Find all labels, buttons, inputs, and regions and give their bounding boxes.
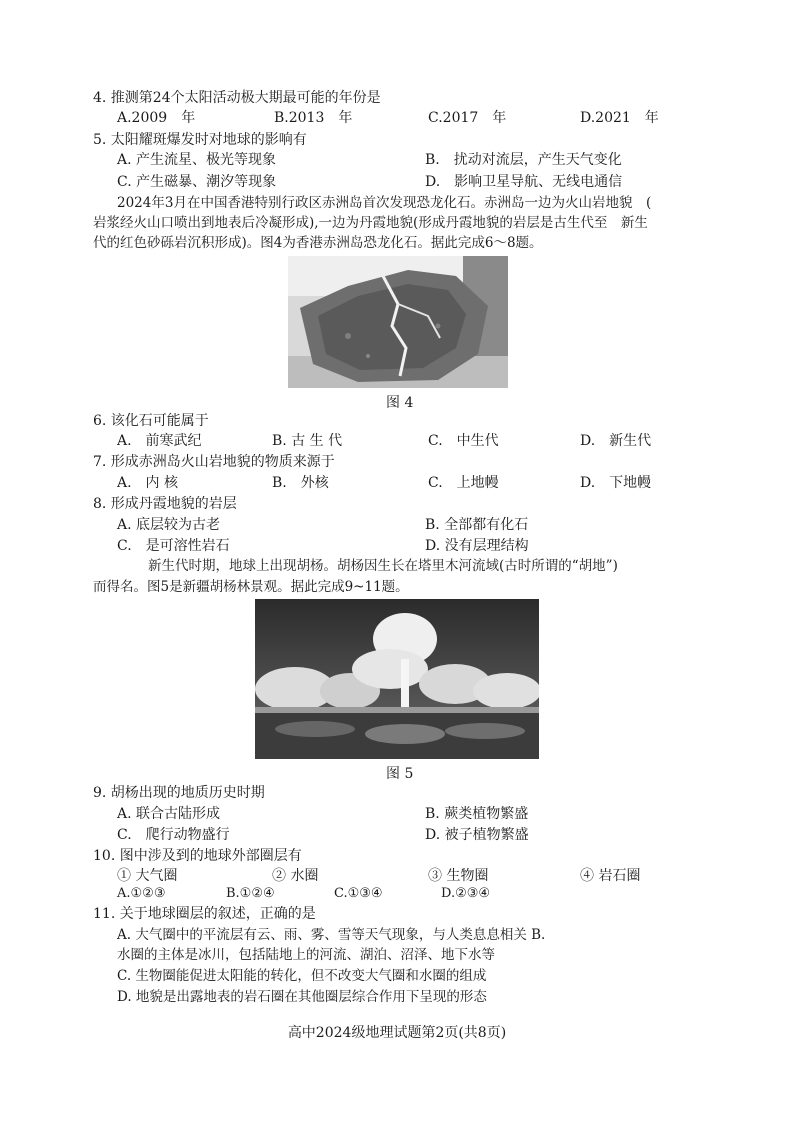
q11-line-2: 水圈的主体是冰川，包括陆地上的河流、湖泊、沼泽、地下水等 (117, 947, 495, 963)
q6-stem: 6. 该化石可能属于 (93, 413, 209, 429)
q7-option-c: C. 上地幔 (428, 475, 499, 491)
page-footer: 高中2024级地理试题第2页(共8页) (287, 1025, 507, 1041)
q4-option-a: A.2009 年 (117, 110, 196, 126)
q10-item-3: ③ 生物圈 (428, 868, 489, 884)
q10-item-1: ① 大气圈 (117, 868, 178, 884)
q5-option-a: A. 产生流星、极光等现象 (117, 152, 277, 168)
passage2-line-1: 新生代时期，地球上出现胡杨。胡杨因生长在塔里木河流域(古时所谓的“胡地”) (148, 558, 618, 574)
q7-stem: 7. 形成赤洲岛火山岩地貌的物质来源于 (93, 454, 335, 470)
q5-option-c: C. 产生磁暴、潮汐等现象 (117, 174, 277, 190)
q9-option-d: D. 被子植物繁盛 (425, 827, 529, 843)
passage1-line-2: 岩浆经火山口喷出到地表后冷凝形成),一边为丹霞地貌(形成丹霞地貌的岩层是古生代至 新生 (93, 215, 648, 231)
q9-option-a: A. 联合古陆形成 (117, 806, 221, 822)
fossil-illustration (288, 256, 508, 388)
q10-item-2: ② 水圈 (272, 868, 319, 884)
q4-stem: 4. 推测第24个太阳活动极大期最可能的年份是 (93, 90, 381, 106)
q11-stem: 11. 关于地球圈层的叙述，正确的是 (93, 906, 316, 922)
passage1-line-1: 2024年3月在中国香港特别行政区赤洲岛首次发现恐龙化石。赤洲岛一边为火山岩地貌 ( (117, 195, 652, 211)
passage1-line-3: 代的红色砂砾岩沉积形成)。图4为香港赤洲岛恐龙化石。据此完成6～8题。 (93, 235, 543, 251)
q5-option-d: D. 影响卫星导航、无线电通信 (425, 174, 623, 190)
q10-item-4: ④ 岩石圈 (580, 868, 641, 884)
fossil-photo (288, 256, 508, 388)
q6-option-a: A. 前寒武纪 (117, 433, 202, 449)
q5-stem: 5. 太阳耀斑爆发时对地球的影响有 (93, 132, 307, 148)
q8-stem: 8. 形成丹霞地貌的岩层 (93, 496, 237, 512)
q9-stem: 9. 胡杨出现的地质历史时期 (93, 785, 265, 801)
q6-option-b: B. 古 生 代 (272, 433, 343, 449)
q10-option-a: A.①②③ (117, 886, 166, 901)
q6-option-d: D. 新生代 (580, 433, 652, 449)
q9-option-b: B. 蕨类植物繁盛 (425, 806, 529, 822)
q10-option-d: D.②③④ (441, 886, 491, 901)
figure-5-caption: 图 5 (386, 766, 414, 782)
q4-option-d: D.2021 年 (580, 110, 659, 126)
q10-option-b: B.①②④ (226, 886, 275, 901)
poplar-forest-illustration (255, 599, 539, 759)
q10-option-c: C.①③④ (334, 886, 383, 901)
q4-option-b: B.2013 年 (274, 110, 353, 126)
q11-line-1: A. 大气圈中的平流层有云、雨、雾、雪等天气现象，与人类息息相关 B. (117, 927, 546, 943)
q7-option-a: A. 内 核 (117, 475, 179, 491)
q8-option-b: B. 全部都有化石 (425, 517, 529, 533)
q7-option-d: D. 下地幔 (580, 475, 652, 491)
q11-line-4: D. 地貌是出露地表的岩石圈在其他圈层综合作用下呈现的形态 (117, 989, 487, 1005)
q6-option-c: C. 中生代 (428, 433, 499, 449)
figure-4-caption: 图 4 (386, 395, 414, 411)
q8-option-d: D. 没有层理结构 (425, 538, 529, 554)
q9-option-c: C. 爬行动物盛行 (117, 827, 230, 843)
q4-option-c: C.2017 年 (428, 110, 507, 126)
q11-line-3: C. 生物圈能促进太阳能的转化，但不改变大气圈和水圈的组成 (117, 968, 487, 984)
q8-option-c: C. 是可溶性岩石 (117, 538, 230, 554)
q10-stem: 10. 图中涉及到的地球外部圈层有 (93, 848, 302, 864)
passage2-line-2: 而得名。图5是新疆胡杨林景观。据此完成9~11题。 (93, 579, 409, 595)
q8-option-a: A. 底层较为古老 (117, 517, 221, 533)
poplar-forest-photo (255, 599, 539, 759)
q5-option-b: B. 扰动对流层，产生天气变化 (425, 152, 622, 168)
q7-option-b: B. 外核 (272, 475, 329, 491)
